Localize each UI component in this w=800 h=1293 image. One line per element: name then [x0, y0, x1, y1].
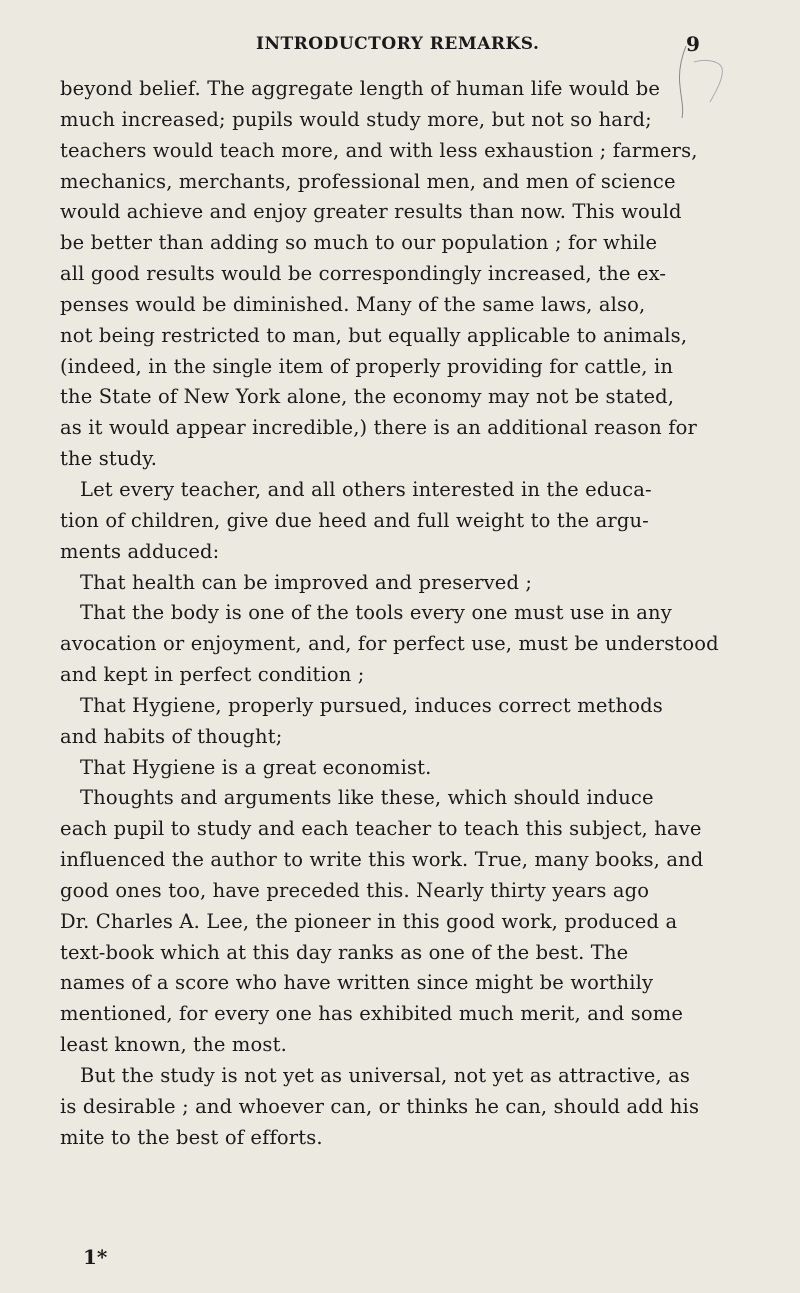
- page-number: 9: [686, 32, 700, 56]
- text-line: penses would be diminished. Many of the same laws, also,: [60, 292, 646, 316]
- text-line: influenced the author to write this work. True, many books, and: [60, 848, 704, 872]
- text-line: and habits of thought;: [60, 724, 283, 748]
- text-line: ments adduced:: [60, 539, 220, 563]
- text-line: avocation or enjoyment, and, for perfect use, must be understood: [60, 632, 719, 656]
- text-line: beyond belief. The aggregate length of human life would be: [60, 77, 661, 100]
- text-line: much increased; pupils would study more, but not so hard;: [60, 107, 652, 131]
- page-header: [0, 32, 800, 56]
- text-line: mite to the best of efforts.: [60, 1125, 323, 1149]
- text-line: names of a score who have written since might be worthily: [60, 971, 654, 995]
- text-line: Let every teacher, and all others interested in the educa-: [80, 477, 652, 501]
- text-line: the State of New York alone, the economy may not be stated,: [60, 385, 675, 409]
- text-line: tion of children, give due heed and full weight to the argu-: [60, 508, 649, 532]
- text-line: as it would appear incredible,) there is an additional reason for: [60, 416, 697, 440]
- text-line: That Hygiene, properly pursued, induces correct methods: [80, 693, 663, 717]
- text-line: be better than adding so much to our population ; for while: [60, 231, 658, 255]
- running-head: INTRODUCTORY REMARKS.: [256, 34, 540, 54]
- text-line: the study.: [60, 447, 158, 471]
- text-line: teachers would teach more, and with less exhaustion ; farmers,: [60, 138, 698, 162]
- text-line: That Hygiene is a great economist.: [80, 755, 432, 779]
- signature-mark: 1*: [83, 1245, 108, 1269]
- text-line: mentioned, for every one has exhibited much merit, and some: [60, 1002, 684, 1026]
- text-line: each pupil to study and each teacher to teach this subject, have: [60, 817, 702, 841]
- text-line: But the study is not yet as universal, not yet as attractive, as: [80, 1064, 691, 1087]
- text-line: mechanics, merchants, professional men, and men of science: [60, 169, 676, 193]
- text-line: good ones too, have preceded this. Nearly thirty years ago: [60, 878, 650, 902]
- text-line: would achieve and enjoy greater results than now. This would: [60, 200, 682, 224]
- text-line: That health can be improved and preserved ;: [80, 570, 533, 594]
- text-line: least known, the most.: [60, 1033, 287, 1057]
- text-line: (indeed, in the single item of properly providing for cattle, in: [60, 354, 674, 378]
- text-line: not being restricted to man, but equally applicable to animals,: [60, 323, 688, 347]
- text-line: text-book which at this day ranks as one of the best. The: [60, 940, 629, 964]
- text-line: Thoughts and arguments like these, which should induce: [80, 786, 654, 810]
- text-line: and kept in perfect condition ;: [60, 663, 365, 687]
- text-line: all good results would be correspondingly increased, the ex-: [60, 262, 667, 286]
- text-line: That the body is one of the tools every one must use in any: [80, 601, 672, 625]
- body-text: [60, 74, 746, 1154]
- text-line: Dr. Charles A. Lee, the pioneer in this good work, produced a: [60, 909, 678, 933]
- text-line: is desirable ; and whoever can, or thinks he can, should add his: [60, 1094, 700, 1118]
